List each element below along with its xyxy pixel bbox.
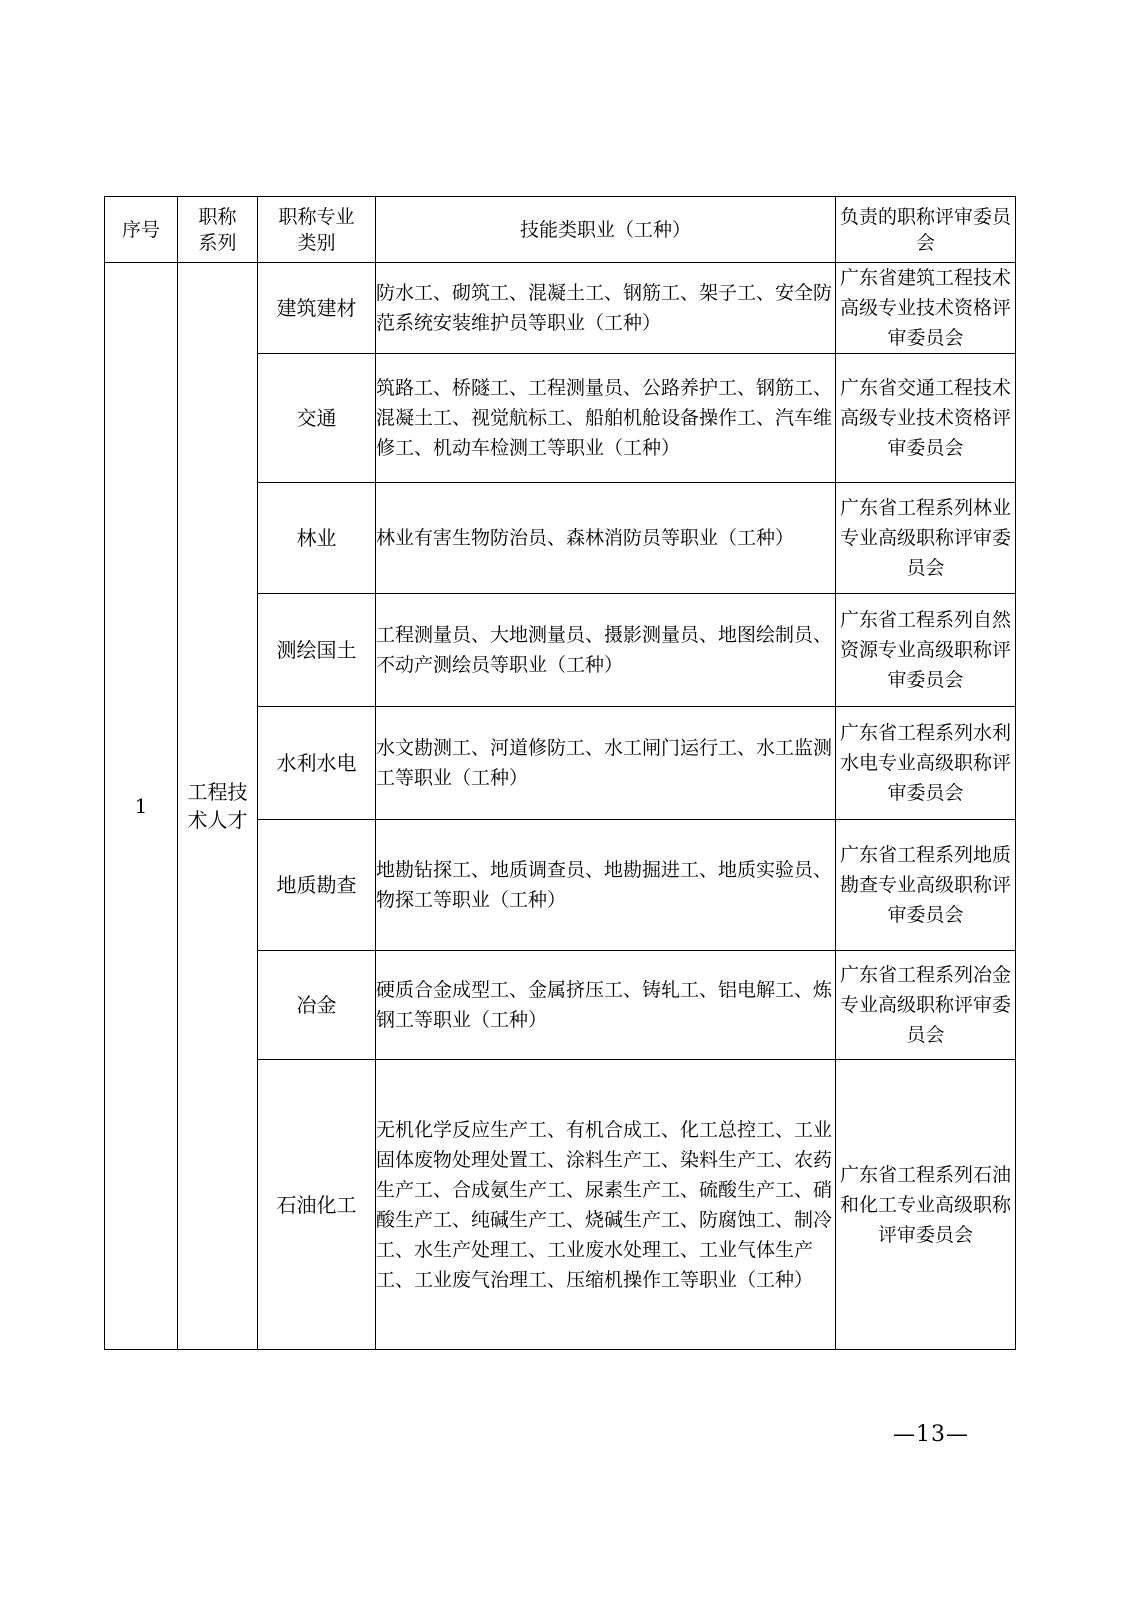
category-cell: 测绘国土 <box>258 594 376 707</box>
occupation-cell: 无机化学反应生产工、有机合成工、化工总控工、工业固体废物处理处置工、涂料生产工、染料生产工、农药生产工、合成氨生产工、尿素生产工、硫酸生产工、硝酸生产工、纯碱生产工、烧碱生产工、防腐蚀工、制冷工、水生产处理工、工业废水处理工、工业气体生产工、工业废气治理工、压缩机操作工等职业（工种） <box>376 1060 836 1350</box>
occupation-cell: 地勘钻探工、地质调查员、地勘掘进工、地质实验员、物探工等职业（工种） <box>376 820 836 951</box>
series-cell: 工程技术人才 <box>178 263 258 1350</box>
seq-cell: 1 <box>105 263 178 1350</box>
occupation-cell: 硬质合金成型工、金属挤压工、铸轧工、铝电解工、炼钢工等职业（工种） <box>376 951 836 1060</box>
header-category: 职称专业类别 <box>258 197 376 263</box>
committee-cell: 广东省交通工程技术高级专业技术资格评审委员会 <box>836 354 1016 483</box>
category-cell: 建筑建材 <box>258 263 376 354</box>
category-cell: 冶金 <box>258 951 376 1060</box>
header-seq: 序号 <box>105 197 178 263</box>
category-cell: 水利水电 <box>258 707 376 820</box>
committee-cell: 广东省工程系列林业专业高级职称评审委员会 <box>836 483 1016 594</box>
occupation-cell: 林业有害生物防治员、森林消防员等职业（工种） <box>376 483 836 594</box>
category-cell: 地质勘查 <box>258 820 376 951</box>
header-occupation: 技能类职业（工种） <box>376 197 836 263</box>
category-cell: 交通 <box>258 354 376 483</box>
occupation-cell: 筑路工、桥隧工、工程测量员、公路养护工、钢筋工、混凝土工、视觉航标工、船舶机舱设备操作工、汽车维修工、机动车检测工等职业（工种） <box>376 354 836 483</box>
committee-cell: 广东省工程系列冶金专业高级职称评审委员会 <box>836 951 1016 1060</box>
category-cell: 石油化工 <box>258 1060 376 1350</box>
table-row <box>105 263 1016 354</box>
header-series: 职称系列 <box>178 197 258 263</box>
page-number: —13— <box>893 1422 969 1447</box>
committee-cell: 广东省工程系列石油和化工专业高级职称评审委员会 <box>836 1060 1016 1350</box>
table-header-row <box>105 197 1016 263</box>
committee-cell: 广东省工程系列自然资源专业高级职称评审委员会 <box>836 594 1016 707</box>
committee-cell: 广东省建筑工程技术高级专业技术资格评审委员会 <box>836 263 1016 354</box>
committee-cell: 广东省工程系列地质勘查专业高级职称评审委员会 <box>836 820 1016 951</box>
header-committee: 负责的职称评审委员会 <box>836 197 1016 263</box>
occupation-cell: 防水工、砌筑工、混凝土工、钢筋工、架子工、安全防范系统安装维护员等职业（工种） <box>376 263 836 354</box>
occupation-cell: 水文勘测工、河道修防工、水工闸门运行工、水工监测工等职业（工种） <box>376 707 836 820</box>
category-cell: 林业 <box>258 483 376 594</box>
talent-table <box>104 196 1016 1350</box>
occupation-cell: 工程测量员、大地测量员、摄影测量员、地图绘制员、不动产测绘员等职业（工种） <box>376 594 836 707</box>
committee-cell: 广东省工程系列水利水电专业高级职称评审委员会 <box>836 707 1016 820</box>
